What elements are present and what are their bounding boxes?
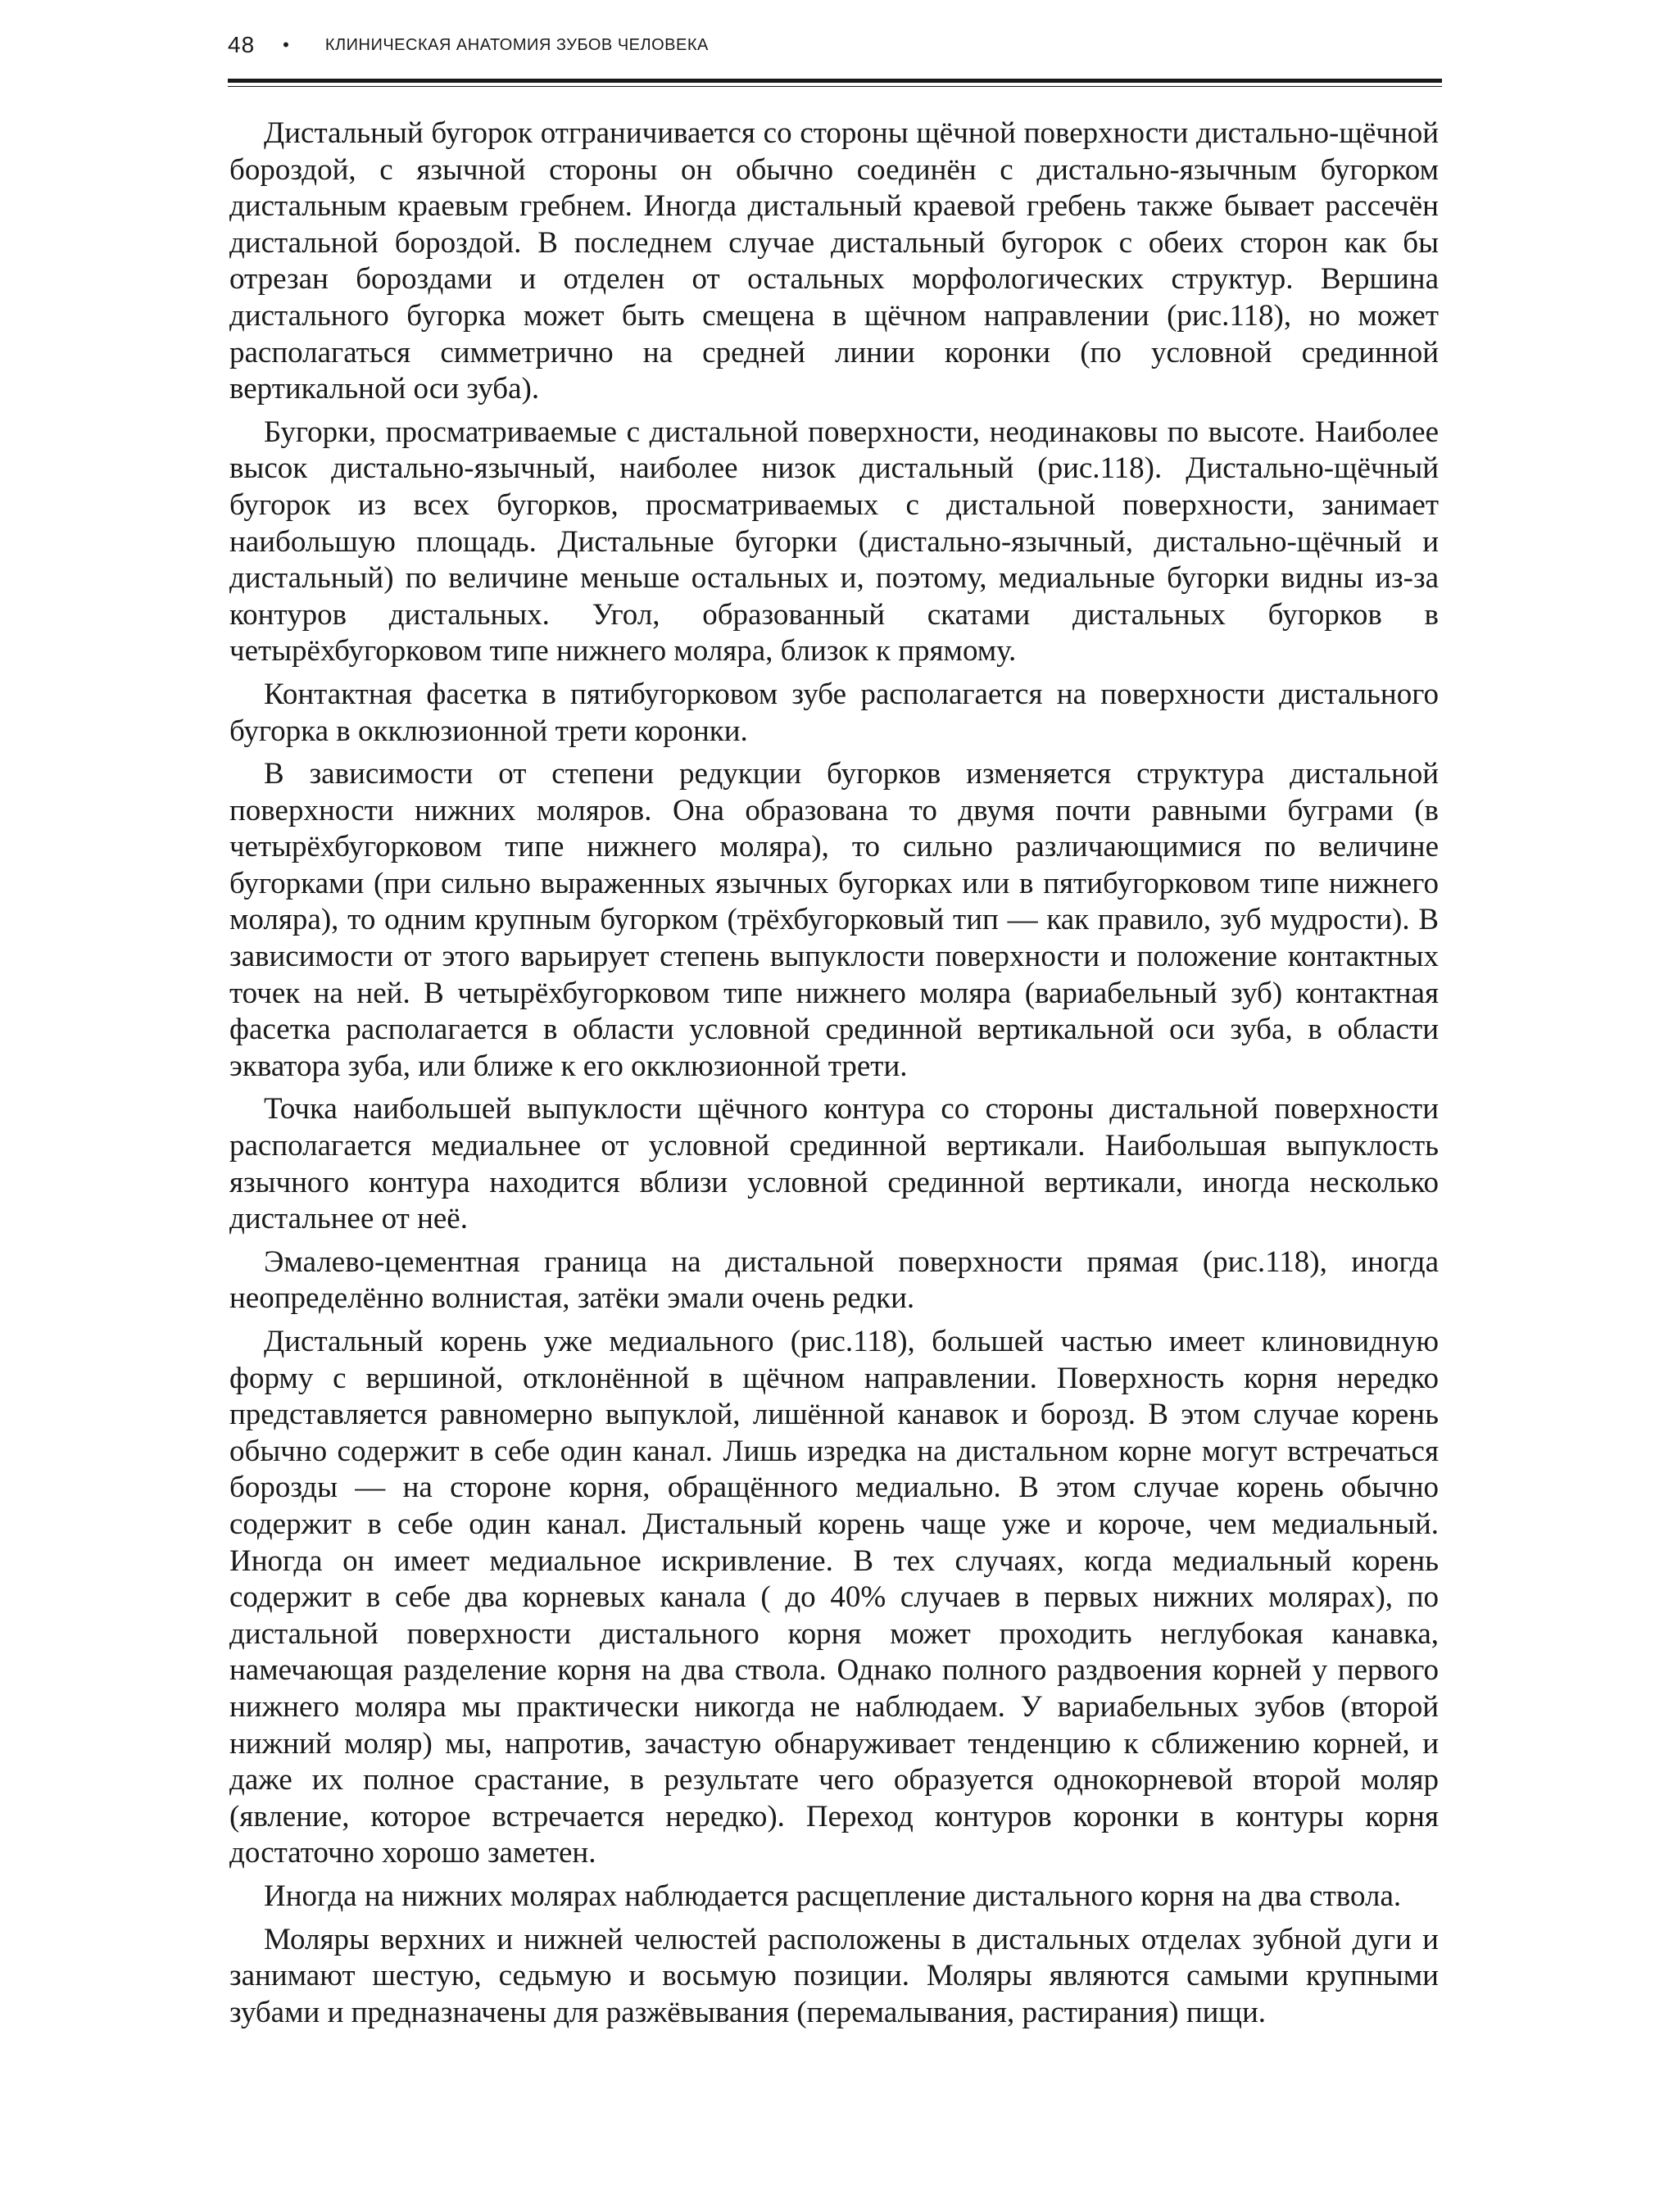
paragraph: В зависимости от степени редукции бугорков изменяется структура дистальной поверхности нижних моляров. Она образована то двумя почти равными буграми (в четырёхбугорковом типе нижнего моляра), то сильно различающимися по величине бугорками (при сильно выраженных язычных бугорках или в пятибугорковом типе нижнего моляра), то одним крупным бугорком (трёхбугорковый тип — как правило, зуб мудрости). В зависимости от этого варьирует степень выпуклости поверхности и положение контактных точек на ней. В четырёхбугорковом типе нижнего моляра (вариабельный зуб) контактная фасетка располагается в области условной срединной вертикальной оси зуба, в области экватора зуба, или ближе к его окклюзионной трети. (229, 757, 1439, 1083)
body-text (229, 116, 1439, 2037)
header-bullet: • (283, 34, 289, 55)
paragraph: Бугорки, просматриваемые с дистальной поверхности, неодинаковы по высоте. Наиболее высок дистально-язычный, наиболее низок дистальный (рис.118). Дистально-щёчный бугорок из всех бугорков, просматриваемых с дистальной поверхности, занимает наибольшую площадь. Дистальные бугорки (дистально-язычный, дистально-щёчный и дистальный) по величине меньше остальных и, поэтому, медиальные бугорки видны из-за контуров дистальных. Угол, образованный скатами дистальных бугорков в четырёхбугорковом типе нижнего моляра, близок к прямому. (229, 415, 1439, 669)
paragraph: Эмалево-цементная граница на дистальной поверхности прямая (рис.118), иногда неопределённо волнистая, затёки эмали очень редки. (229, 1244, 1439, 1316)
running-title: КЛИНИЧЕСКАЯ АНАТОМИЯ ЗУБОВ ЧЕЛОВЕКА (324, 35, 709, 54)
paragraph: Точка наибольшей выпуклости щёчного контура со стороны дистальной поверхности располагается медиальнее от условной срединной вертикали. Наибольшая выпуклость язычного контура находится вблизи условной срединной вертикали, иногда несколько дистальнее от неё. (229, 1092, 1439, 1236)
paragraph: Контактная фасетка в пятибугорковом зубе располагается на поверхности дистального бугорка в окклюзионной трети коронки. (229, 677, 1439, 748)
paragraph: Иногда на нижних молярах наблюдается расщепление дистального корня на два ствола. (264, 1879, 1402, 1913)
page-number: 48 (228, 32, 256, 57)
header-rule-thin (228, 86, 1442, 87)
header-rule (228, 79, 1442, 83)
paragraph: Дистальный корень уже медиального (рис.118), большей частью имеет клиновидную форму с вершиной, отклонённой в щёчном направлении. Поверхность корня нередко представляется равномерно выпуклой, лишённой канавок и борозд. В этом случае корень обычно содержит в себе один канал. Лишь изредка на дистальном корне могут встречаться борозды — на стороне корня, обращённого медиально. В этом случае корень обычно содержит в себе один канал. Дистальный корень чаще уже и короче, чем медиальный. Иногда он имеет медиальное искривление. В тех случаях, когда медиальный корень содержит в себе два корневых канала ( до 40% случаев в первых нижних молярах), по дистальной поверхности дистального корня может проходить неглубокая канавка, намечающая разделение корня на два ствола. Однако полного раздвоения корней у первого нижнего моляра мы практически никогда не наблюдаем. У вариабельных зубов (второй нижний моляр) мы, напротив, зачастую обнаруживает тенденцию к сближению корней, и даже их полное срастание, в результате чего образуется однокорневой второй моляр (явление, которое встречается нередко). Переход контуров коронки в контуры корня достаточно хорошо заметен. (229, 1325, 1439, 1870)
running-head (228, 25, 1442, 66)
paragraph: Дистальный бугорок отграничивается со стороны щёчной поверхности дистально-щёчной бороздой, с язычной стороны он обычно соединён с дистально-язычным бугорком дистальным краевым гребнем. Иногда дистальный краевой гребень также бывает рассечён дистальной бороздой. В последнем случае дистальный бугорок с обеих сторон как бы отрезан бороздами и отделен от остальных морфологических структур. Вершина дистального бугорка может быть смещена в щёчном направлении (рис.118), но может располагаться симметрично на средней линии коронки (по условной срединной вертикальной оси зуба). (229, 116, 1439, 406)
paragraph: Моляры верхних и нижней челюстей расположены в дистальных отделах зубной дуги и занимают шестую, седьмую и восьмую позиции. Моляры являются самыми крупными зубами и предназначены для разжёвывания (перемалывания, растирания) пищи. (229, 1922, 1439, 2029)
